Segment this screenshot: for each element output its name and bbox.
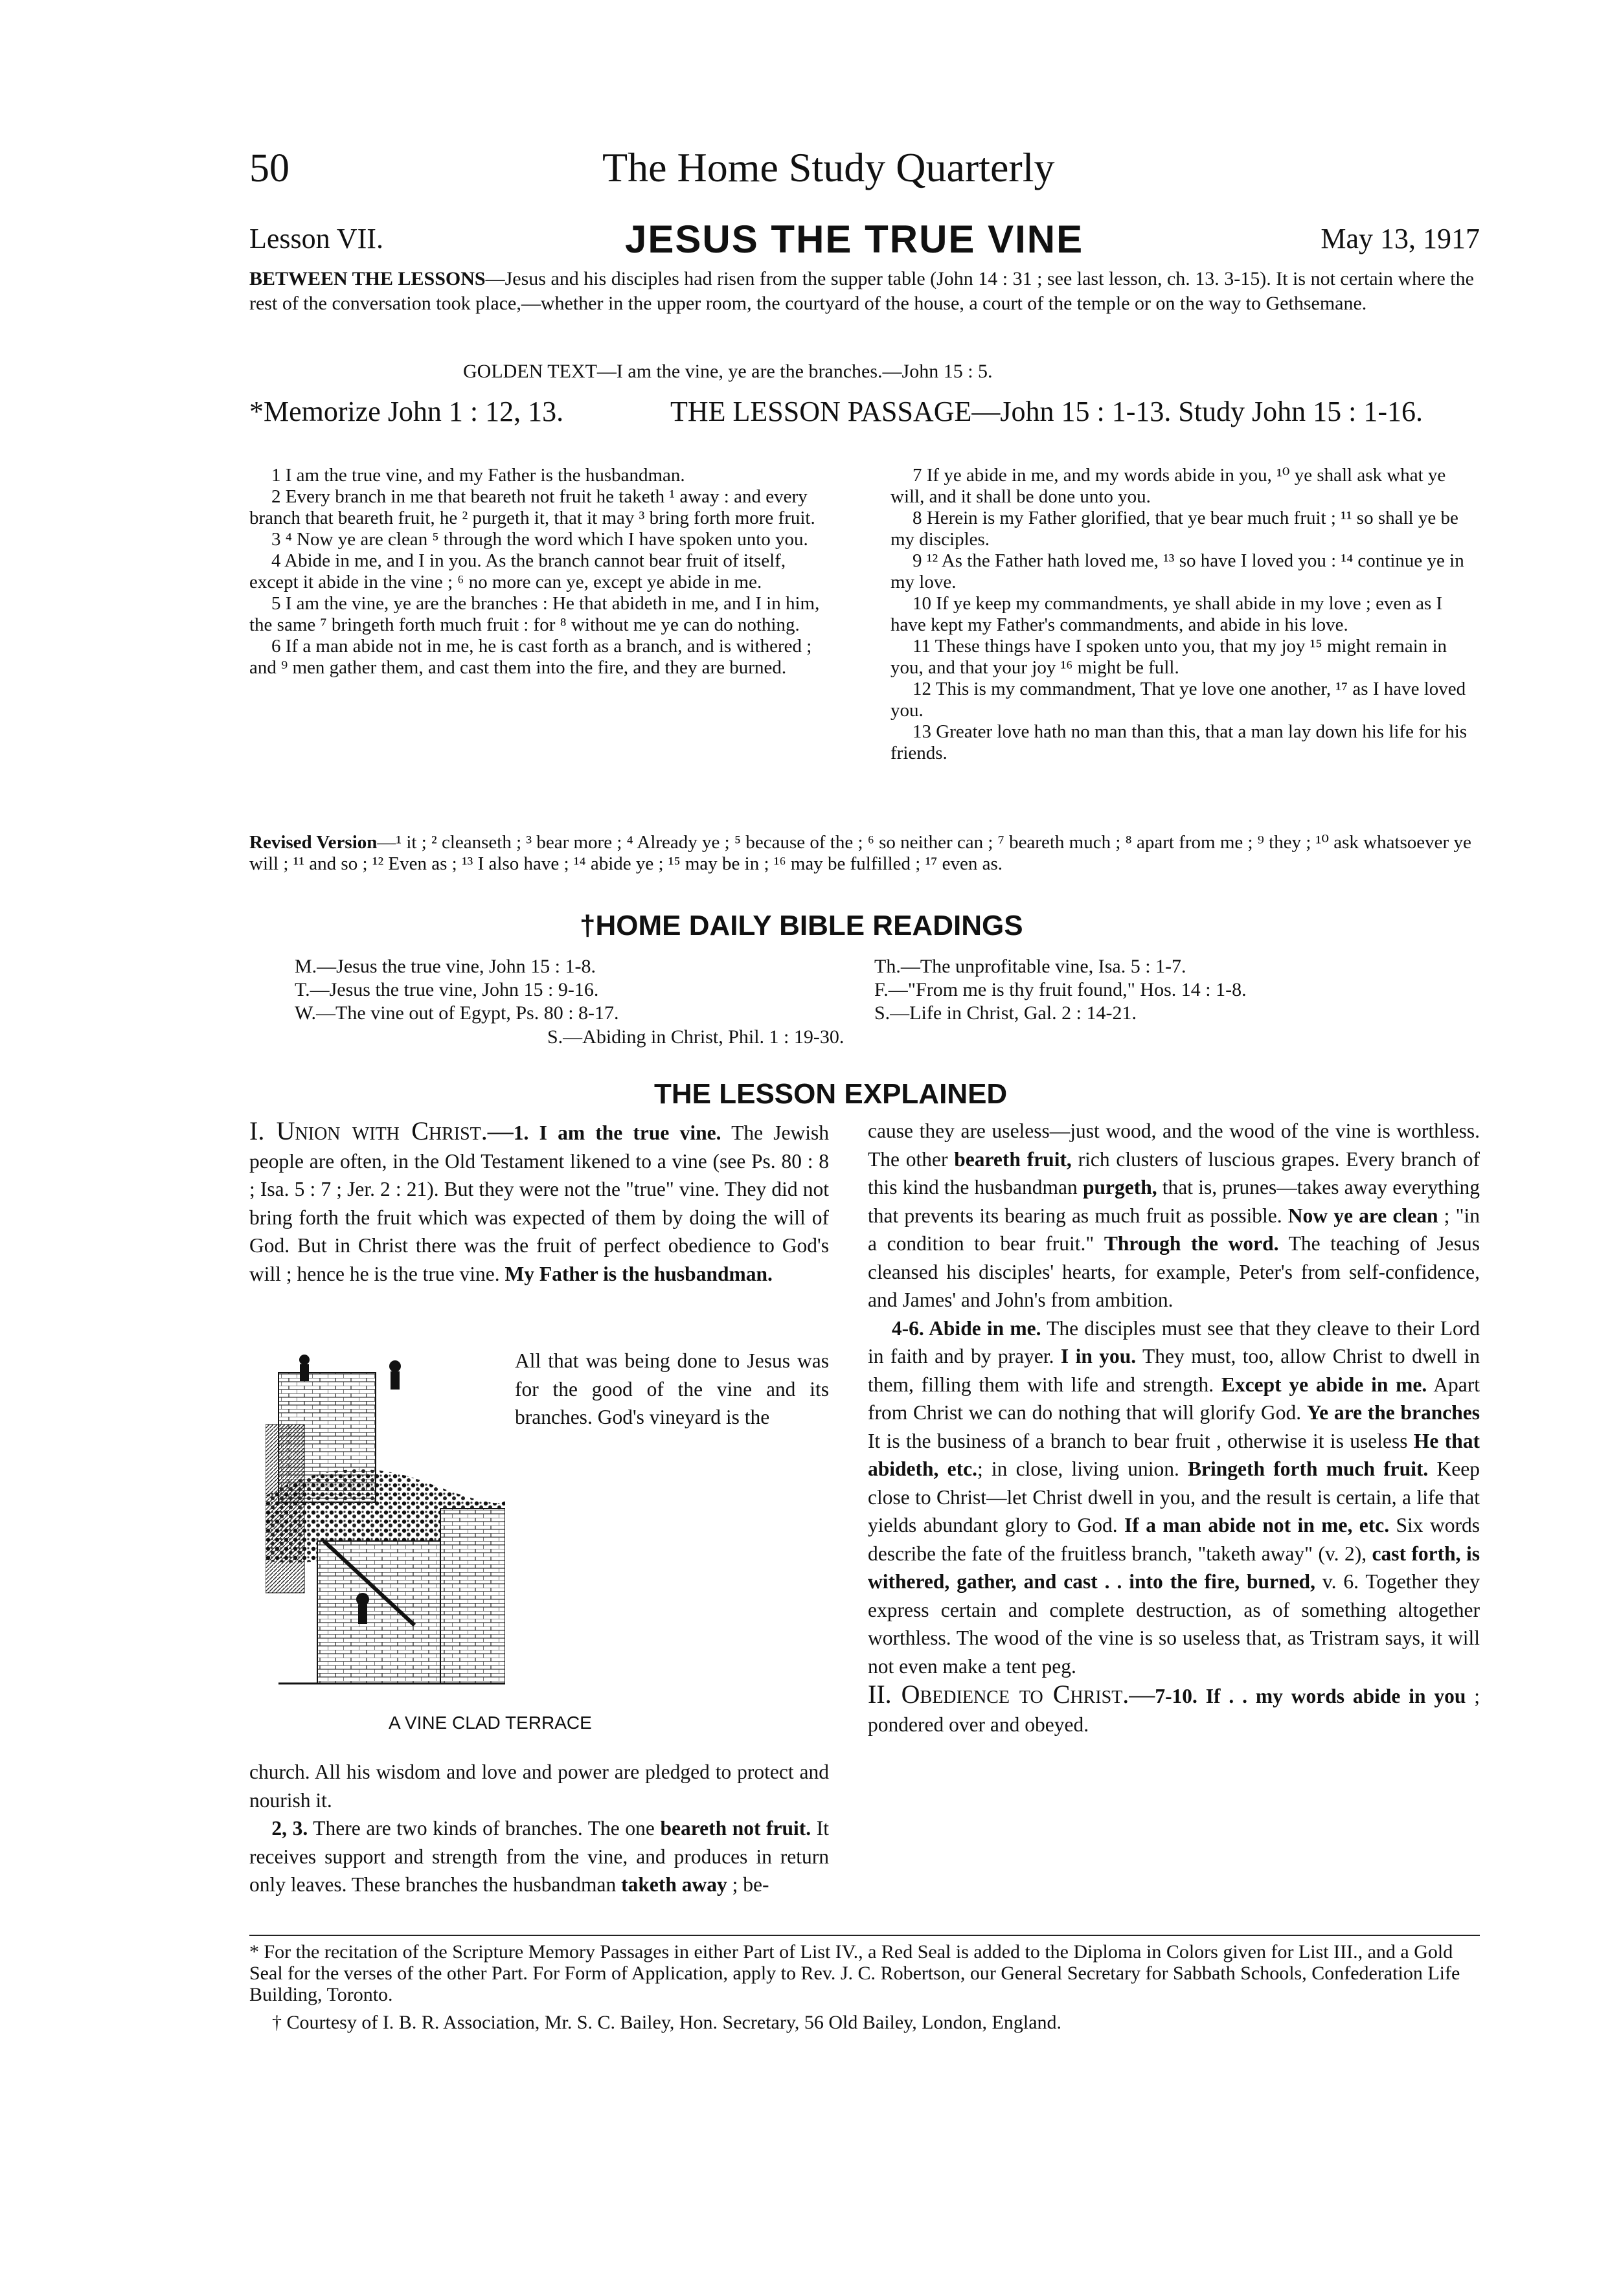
between-text: —Jesus and his disciples had risen from the supper table (John 14 : 31 ; see last lesson, ch. 13. 3-15). It is not certain where the rest of the conversation took place,—whether in the upper room, the courtyard of the house, a court of the temple or on the way to Gethsemane. bbox=[249, 268, 1474, 314]
section2-heading: II. Obedience to Christ.— bbox=[868, 1680, 1155, 1709]
lesson-date: May 13, 1917 bbox=[1321, 223, 1480, 254]
bold-phrase: Through the word. bbox=[1104, 1232, 1279, 1255]
verse-ref: 7-10. bbox=[1155, 1685, 1197, 1707]
lesson-header bbox=[249, 217, 1480, 262]
revised-version bbox=[249, 832, 1480, 875]
paragraph-text: The Jewish people are often, in the Old Testament likened to a vine (see Ps. 80 : 8 ; Isa. 5 : 7 ; Jer. 2 : 21). But they were not the "true" vine. They did not bring forth the fruit which was expected of them by doing the will of God. But in Christ there was the fruit of perfect obedience to God's will ; hence he is the true vine. bbox=[249, 1121, 829, 1285]
figure-caption: A VINE CLAD TERRACE bbox=[389, 1713, 592, 1733]
footnote-memory: * For the recitation of the Scripture Memory Passages in either Part of List IV., a Red Seal is added to the Diploma in Colors given for List III., and a Gold Seal for the verses of the other Part. For Form of Application, apply to Rev. J. C. Robertson, our General Secretary for Sabbath Schools, Confederation Life Building, Toronto. bbox=[249, 1941, 1460, 2005]
reading-item: S.—Life in Christ, Gal. 2 : 14-21. bbox=[874, 1002, 1137, 1024]
page-number: 50 bbox=[249, 146, 289, 190]
memorize-note: *Memorize John 1 : 12, 13. bbox=[249, 396, 564, 427]
paragraph-text: that is, prunes—takes away everything that prevents its bearing as much fruit as possible. bbox=[868, 1176, 1480, 1227]
readings-left bbox=[295, 955, 865, 1025]
footnote-courtesy: † Courtesy of I. B. R. Association, Mr. S. C. Bailey, Hon. Secretary, 56 Old Bailey, London, England. bbox=[272, 2012, 1062, 2033]
vine-terrace-engraving bbox=[266, 1347, 505, 1700]
bold-phrase: He that abideth, etc. bbox=[868, 1429, 1480, 1480]
bold-phrase: Bringeth forth much fruit. bbox=[1188, 1458, 1429, 1480]
verse: 8 Herein is my Father glorified, that ye bear much fruit ; ¹¹ so shall ye be my disciples. bbox=[890, 508, 1458, 550]
paragraph-text: Keep close to Christ—let Christ dwell in you, and the result is certain, a life that yields abundant glory to God. bbox=[868, 1458, 1480, 1536]
verses-left-column bbox=[249, 465, 832, 679]
lesson-number: Lesson VII. bbox=[249, 223, 383, 254]
readings-title: †HOME DAILY BIBLE READINGS bbox=[580, 910, 1023, 941]
golden-text: GOLDEN TEXT—I am the vine, ye are the branches.—John 15 : 5. bbox=[463, 361, 993, 382]
verse: 10 If ye keep my commandments, ye shall abide in my love ; even as I have kept my Father's commandments, and abide in his love. bbox=[890, 593, 1443, 635]
verse: 1 I am the true vine, and my Father is the husbandman. bbox=[271, 465, 685, 486]
paragraph-text: They must, too, allow Christ to dwell in them, filling them with life and strength. bbox=[868, 1345, 1480, 1396]
paragraph-text: ; in close, living union. bbox=[977, 1458, 1188, 1480]
running-title: The Home Study Quarterly bbox=[602, 144, 1055, 190]
paragraph-text: Apart from Christ we can do nothing that will glorify God. bbox=[868, 1373, 1480, 1424]
paragraph-text: ; "in a condition to bear fruit." bbox=[868, 1204, 1480, 1255]
explained-col2 bbox=[868, 1117, 1480, 1739]
paragraph-text: church. All his wisdom and love and power are pledged to protect and nourish it. bbox=[249, 1761, 829, 1812]
explained-col1-top bbox=[249, 1117, 829, 1288]
verse: 3 ⁴ Now ye are clean ⁵ through the word which I have spoken unto you. bbox=[271, 529, 808, 550]
between-label: BETWEEN THE LESSONS bbox=[249, 268, 486, 289]
bold-phrase: Abide in me. bbox=[924, 1316, 1041, 1340]
paragraph-text: ; be- bbox=[727, 1873, 769, 1896]
verse: 11 These things have I spoken unto you, that my joy ¹⁵ might remain in you, and that your joy ¹⁶ might be full. bbox=[890, 636, 1447, 678]
bold-phrase: Except ye abide in me. bbox=[1221, 1373, 1427, 1396]
explained-title: THE LESSON EXPLAINED bbox=[654, 1078, 1008, 1110]
reading-item: F.—"From me is thy fruit found," Hos. 14 : 1-8. bbox=[874, 979, 1247, 1000]
reading-item: T.—Jesus the true vine, John 15 : 9-16. bbox=[295, 979, 599, 1000]
paragraph-text: cause they are useless—just wood, and the wood of the vine is worthless. The other bbox=[868, 1120, 1480, 1171]
paragraph-text: The teaching of Jesus cleansed his disciples' hearts, for example, Peter's from self-confidence, and James' and John's from ambition. bbox=[868, 1232, 1480, 1311]
section1-ref: 1. bbox=[513, 1121, 539, 1144]
verse: 5 I am the vine, ye are the branches : He that abideth in me, and I in him, the same ⁷ bringeth forth much fruit : for ⁸ without me ye can do nothing. bbox=[249, 593, 820, 635]
reading-item: M.—Jesus the true vine, John 15 : 1-8. bbox=[295, 956, 596, 977]
section1-heading: I. Union with Christ.— bbox=[249, 1116, 514, 1145]
paragraph-text: v. 6. Together they express certain and complete destruction, as of something altogether worthless. The wood of the vine is so useless that, as Tristram says, it will not even make a tent peg. bbox=[868, 1570, 1480, 1678]
verses-right-column bbox=[890, 465, 1480, 764]
paragraph-text: rich clusters of luscious grapes. Every branch of this kind the husbandman bbox=[868, 1147, 1480, 1199]
paragraph-text: There are two kinds of branches. The one bbox=[308, 1817, 661, 1840]
bold-phrase: taketh away bbox=[621, 1873, 727, 1896]
reading-item-sunday: S.—Abiding in Christ, Phil. 1 : 19-30. bbox=[547, 1026, 845, 1048]
bold-phrase: If . . my words abide in you bbox=[1197, 1685, 1466, 1707]
paragraph-text: ; pondered over and obeyed. bbox=[868, 1685, 1480, 1736]
paragraph-text: It receives support and strength from the vine, and produces in return only leaves. These branches the husbandman bbox=[249, 1817, 829, 1896]
verse-ref: 2, 3. bbox=[271, 1817, 308, 1840]
revised-label: Revised Version bbox=[249, 832, 378, 853]
bold-phrase: Now ye are clean bbox=[1287, 1204, 1438, 1227]
bold-phrase: I in you. bbox=[1060, 1345, 1137, 1367]
bold-phrase: cast forth, is withered, gather, and cast . . into the fire, burned, bbox=[868, 1542, 1480, 1593]
bold-phrase: beareth fruit, bbox=[954, 1147, 1072, 1171]
passage-title: THE LESSON PASSAGE—John 15 : 1-13. Study John 15 : 1-16. bbox=[670, 396, 1423, 427]
explained-col1-bottom bbox=[249, 1758, 829, 1899]
verse-ref: 4-6. bbox=[891, 1316, 924, 1340]
vine-terrace-illustration bbox=[266, 1347, 505, 1700]
reading-item: Th.—The unprofitable vine, Isa. 5 : 1-7. bbox=[874, 956, 1186, 977]
bold-phrase: beareth not fruit. bbox=[660, 1817, 811, 1840]
paragraph-text: The disciples must see that they cleave to their Lord in faith and by prayer. bbox=[868, 1316, 1480, 1367]
verse: 9 ¹² As the Father hath loved me, ¹³ so have I loved you : ¹⁴ continue ye in my love. bbox=[890, 550, 1464, 592]
verse: 4 Abide in me, and I in you. As the branch cannot bear fruit of itself, except it abide in the vine ; ⁶ no more can ye, except ye abide in me. bbox=[249, 550, 786, 592]
bold-phrase: My Father is the husbandman. bbox=[505, 1262, 773, 1285]
footnote-rule bbox=[249, 1935, 1480, 1936]
explained-col1-beside-figure: All that was being done to Jesus was for the good of the vine and its branches. God's vineyard is the bbox=[515, 1349, 829, 1428]
between-the-lessons bbox=[249, 267, 1480, 316]
verse: 13 Greater love hath no man than this, that a man lay down his life for his friends. bbox=[890, 721, 1468, 763]
verse: 2 Every branch in me that beareth not fruit he taketh ¹ away : and every branch that beareth fruit, he ² purgeth it, that it may ³ bring forth more fruit. bbox=[249, 486, 815, 528]
bold-phrase: purgeth, bbox=[1082, 1176, 1157, 1199]
lesson-title: JESUS THE TRUE VINE bbox=[625, 218, 1084, 261]
revised-text: —¹ it ; ² cleanseth ; ³ bear more ; ⁴ Already ye ; ⁵ because of the ; ⁶ so neither can ; ⁷ beareth much ; ⁸ apart from me ; ⁹ they ; ¹⁰ ask whatsoever ye will ; ¹¹ and so ; ¹² Even as ; ¹³ I also have ; ¹⁴ abide ye ; ¹⁵ may be in ; ¹⁶ may be fulfilled ; ¹⁷ even as. bbox=[249, 832, 1471, 874]
readings-right bbox=[874, 955, 1477, 1025]
verse: 7 If ye abide in me, and my words abide in you, ¹⁰ ye shall ask what ye will, and it shall be done unto you. bbox=[890, 465, 1446, 507]
paragraph-text: It is the business of a branch to bear fruit , otherwise it is useless bbox=[868, 1429, 1414, 1452]
verse: 6 If a man abide not in me, he is cast forth as a branch, and is withered ; and ⁹ men gather them, and cast them into the fire, and they are burned. bbox=[249, 636, 812, 678]
verse: 12 This is my commandment, That ye love one another, ¹⁷ as I have loved you. bbox=[890, 679, 1466, 721]
bold-phrase: I am the true vine. bbox=[539, 1121, 721, 1144]
paragraph-text: Six words describe the fate of the fruitless branch, "taketh away" (v. 2), bbox=[868, 1514, 1480, 1565]
reading-item: W.—The vine out of Egypt, Ps. 80 : 8-17. bbox=[295, 1002, 619, 1024]
bold-phrase: If a man abide not in me, etc. bbox=[1124, 1514, 1390, 1536]
bold-phrase: Ye are the branches bbox=[1306, 1401, 1480, 1424]
